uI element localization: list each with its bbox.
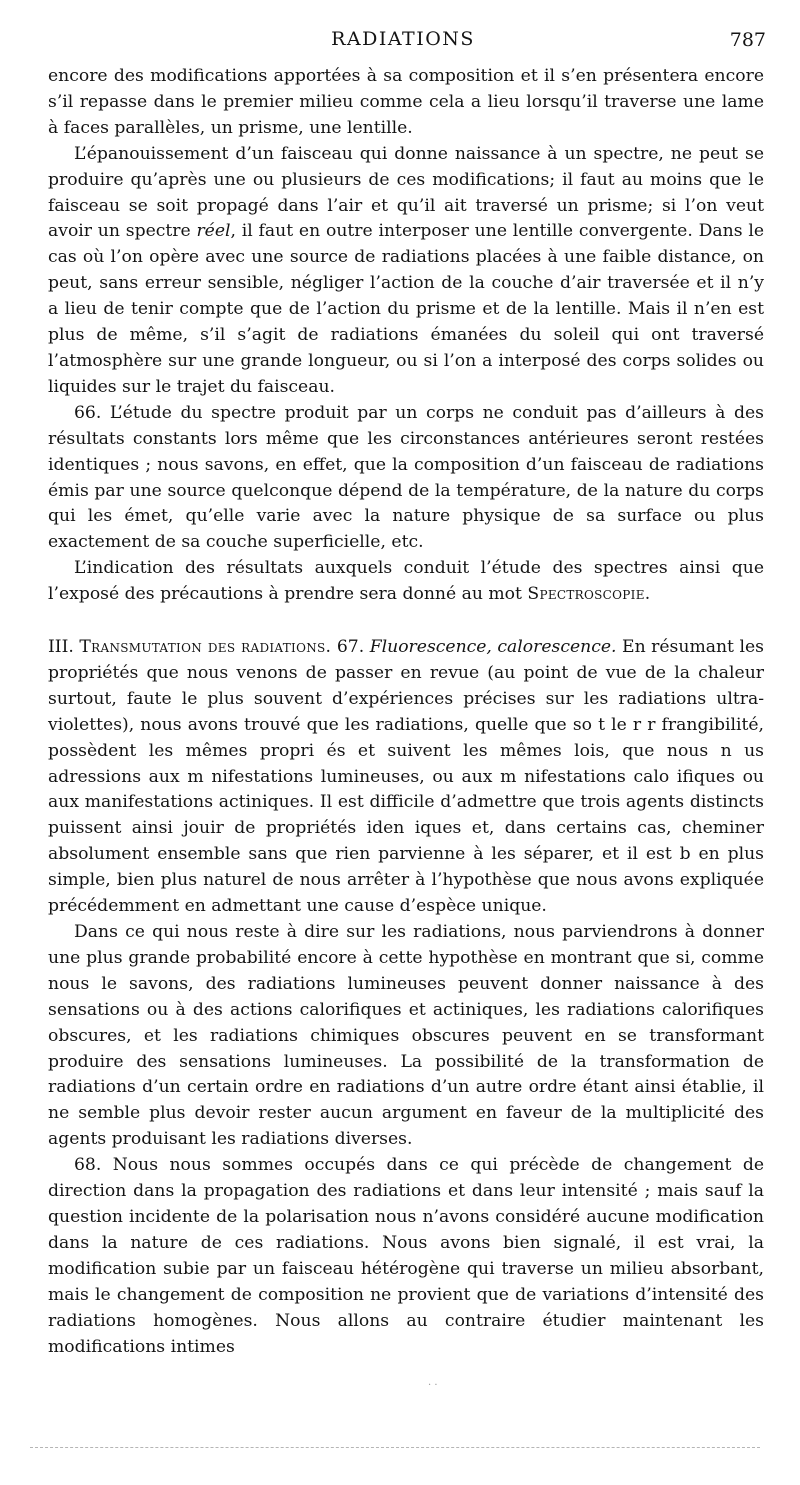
body-text <box>48 64 764 1360</box>
page-header <box>40 28 766 54</box>
footer-rule <box>30 1447 760 1448</box>
subsection-title: Fluorescence, calorescence. <box>369 637 617 658</box>
paragraph-section-iii <box>48 635 764 920</box>
paragraph-transformation <box>48 920 764 1153</box>
section-heading: Transmutation des radiations. <box>79 637 332 658</box>
paragraph-66 <box>48 401 764 556</box>
paragraph-text: L’indication des résultats auxquels conduit l’étude des spectres ainsi que l’exposé des précautions à prendre sera donné au mot <box>48 558 764 605</box>
paragraph-text: L’épanouissement d’un faisceau qui donne naissance à un spectre, ne peut se produire qu’après une ou plusieurs de ces modifications; il faut au moins que le faisceau se soit propagé dans l’air et qu’il ait traversé un prisme; si l’on veut avoir un spectre <box>48 143 764 242</box>
paragraph-text: Dans ce qui nous reste à dire sur les radiations, nous parviendrons à donner une plus grande probabilité encore à cette hypothèse en montrant que si, comme nous le savons, des radiations lumineuses peuvent donner naissance à des sensations ou à des actions calorifiques et actiniques, les radiations calorifiques obscures, et les radiations chimiques obscures peuvent en se transformant produire des sensations lumineuses. La possibilité de la transformation de radiations d’un certain ordre en radiations d’un autre ordre étant ainsi établie, il ne semble plus devoir rester aucun argument en faveur de la multiplicité des agents produisant les radiations diverses. <box>48 922 764 1150</box>
paragraph-text: En résumant les propriétés que nous venons de passer en revue (au point de vue de la chaleur surtout, faute le plus souvent d’expériences précises sur les radiations ultra-violettes), nous avons trouvé que les radiations, quelle que so t le r r frangibilité, possèdent les mêmes propri és et suivent les mêmes lois, que nous n us adressions aux m nifestations lumineuses, ou aux m nifestations calo ifiques ou aux manifestations actiniques. Il est difficile d’admettre que trois agents distincts puissent ainsi jouir de propriétés iden iques et, dans certains cas, cheminer absolument ensemble sans que rien parvienne à les séparer, et il est b en plus simple, bien plus naturel de nous arrêter à l’hypothèse que nous avons expliquée précédemment en admettant une cause d’espèce unique. <box>48 637 764 917</box>
paragraph-text: encore des modifications apportées à sa composition et il s’en présentera encore s’il repasse dans le premier milieu comme cela a lieu lorsqu’il traverse une lame à faces parallèles, un prisme, une lentille. <box>48 66 764 138</box>
paragraph-text: . <box>644 584 651 605</box>
page-number: 787 <box>729 29 766 51</box>
cross-reference-spectroscopie: Spectroscopie <box>527 584 645 605</box>
paragraph-68 <box>48 1153 764 1360</box>
section-spacer <box>48 608 764 635</box>
paragraph-text: 67. <box>331 637 370 658</box>
running-title: RADIATIONS <box>331 28 475 50</box>
section-number: III. <box>48 637 80 658</box>
paragraph-continuation <box>48 64 764 142</box>
scan-speck: · · <box>428 1380 438 1391</box>
paragraph-text: 68. Nous nous sommes occupés dans ce qui précède de changement de direction dans la propagation des radiations et dans leur intensité ; mais sauf la question incidente de la polarisation nous n’avons considéré aucune modification dans la nature de ces radiations. Nous avons bien signalé, il est vrai, la modification subie par un faisceau hétérogène qui traverse un milieu absorbant, mais le changement de composition ne provient que de variations d’intensité des radiations homogènes. Nous allons au contraire étudier maintenant les modifications intimes <box>48 1155 764 1357</box>
paragraph-text: 66. L’étude du spectre produit par un corps ne conduit pas d’ailleurs à des résultats constants lors même que les circonstances antérieures seront restées identiques ; nous savons, en effet, que la composition d’un faisceau de radiations émis par une source quelconque dépend de la température, de la nature du corps qui les émet, qu’elle varie avec la nature physique de sa surface ou plus exactement de sa couche superficielle, etc. <box>48 402 764 553</box>
paragraph-indication <box>48 556 764 608</box>
paragraph-spectre <box>48 142 764 401</box>
paragraph-text: , il faut en outre interposer une lentille convergente. Dans le cas où l’on opère avec une source de radiations placées à une faible distance, on peut, sans erreur sensible, négliger l’action de la couche d’air traversée et il n’y a lieu de tenir compte que de l’action du prisme et de la lentille. Mais il n’en est plus de même, s’il s’agit de radiations émanées du soleil qui ont traversé l’atmosphère sur une grande longueur, ou si l’on a interposé des corps solides ou liquides sur le trajet du faisceau. <box>48 221 764 397</box>
emphasis-reel: réel <box>196 221 231 242</box>
